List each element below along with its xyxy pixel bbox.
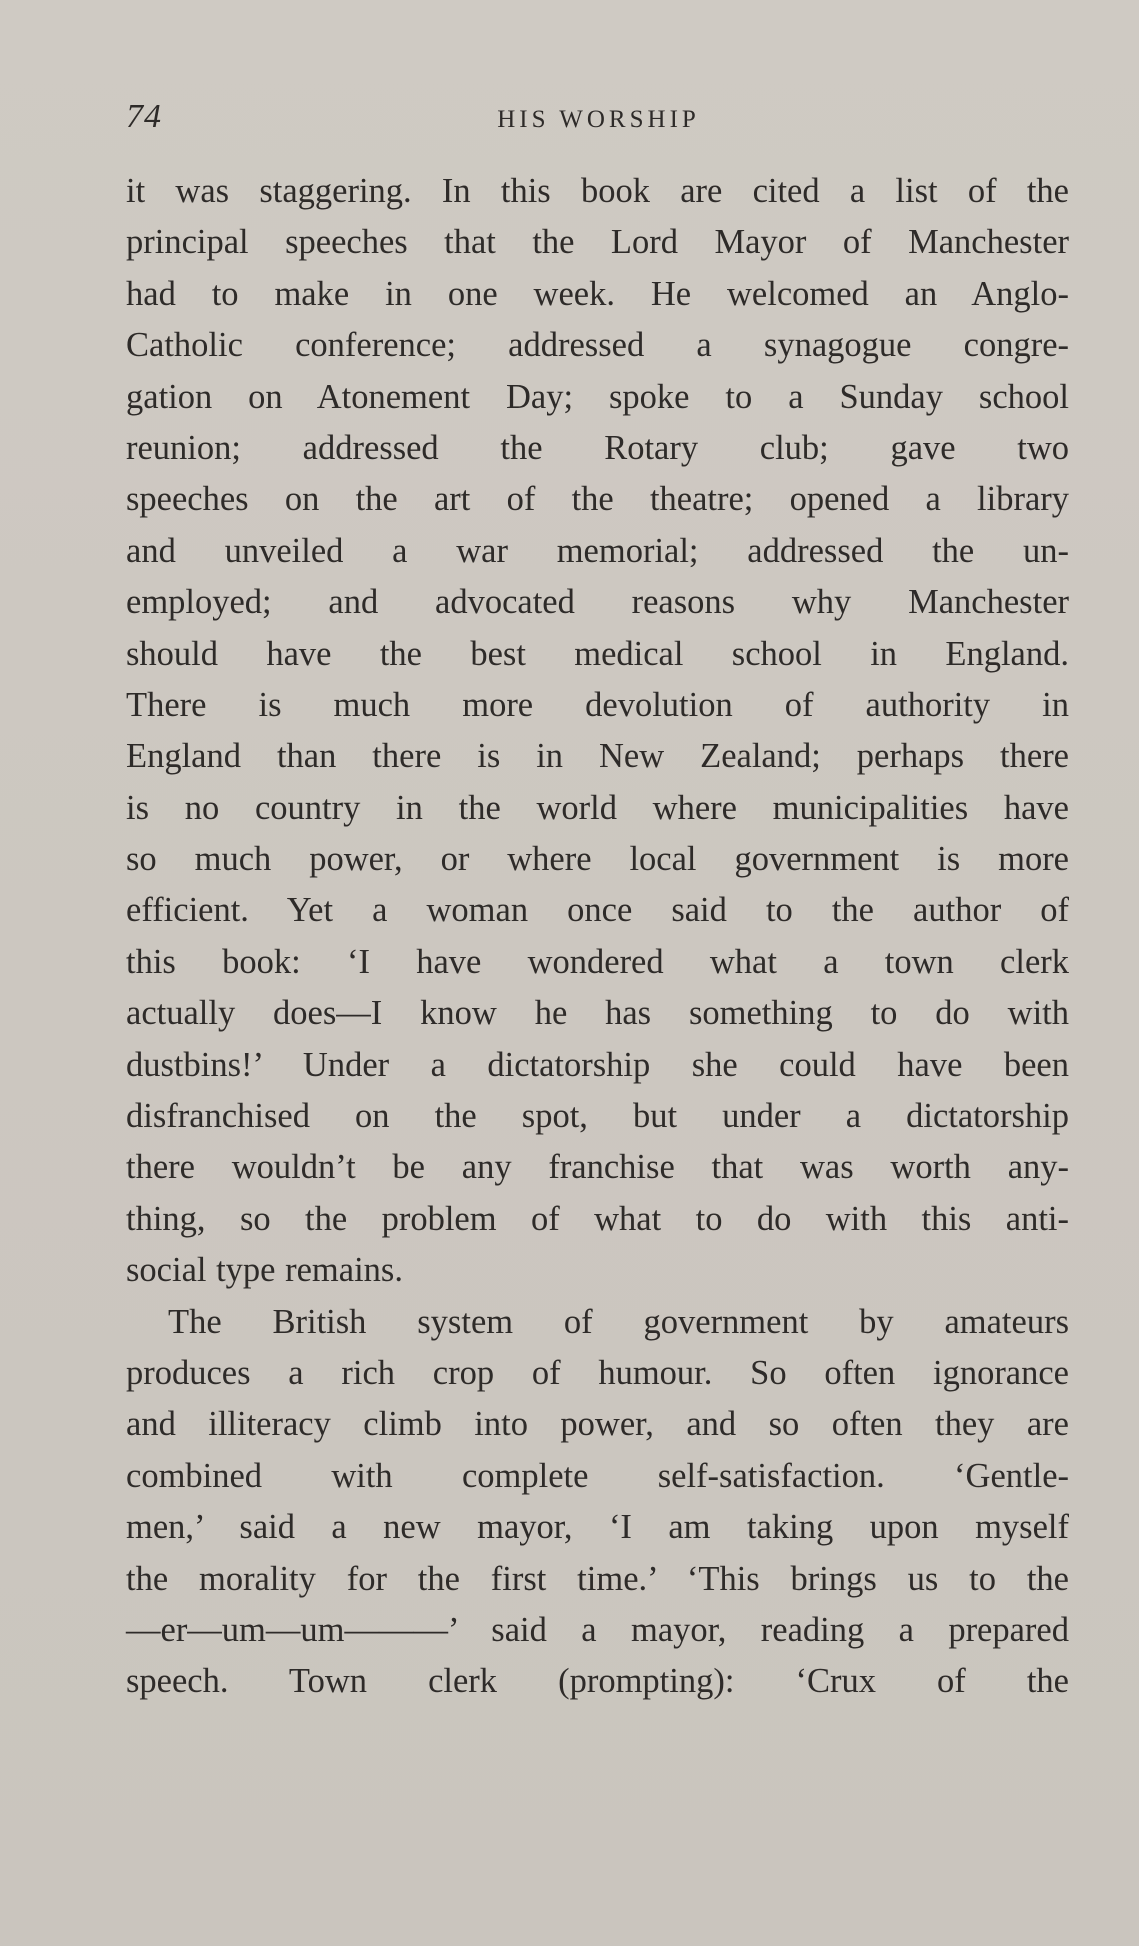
text-line: Catholic conference; addressed a synagogue congre- bbox=[126, 326, 1069, 365]
page-header bbox=[126, 98, 1071, 142]
text-line: so much power, or where local government is more bbox=[126, 840, 1069, 879]
text-line: There is much more devolution of authority in bbox=[126, 685, 1069, 724]
paragraph-end-line: social type remains. bbox=[126, 1251, 403, 1290]
text-line: speech. Town clerk (prompting): ‘Crux of the bbox=[126, 1662, 1069, 1701]
text-line: England than there is in New Zealand; perhaps there bbox=[126, 737, 1069, 776]
text-line: speeches on the art of the theatre; opened a library bbox=[126, 480, 1069, 519]
text-line: employed; and advocated reasons why Manchester bbox=[126, 583, 1069, 622]
body-text bbox=[126, 166, 1069, 1708]
text-line: actually does—I know he has something to do with bbox=[126, 994, 1069, 1033]
page-number: 74 bbox=[126, 98, 162, 135]
text-line: reunion; addressed the Rotary club; gave two bbox=[126, 428, 1069, 467]
text-line: produces a rich crop of humour. So often ignorance bbox=[126, 1353, 1069, 1392]
text-line: disfranchised on the spot, but under a dictatorship bbox=[126, 1097, 1069, 1136]
text-line: combined with complete self-satisfaction. ‘Gentle- bbox=[126, 1456, 1069, 1495]
text-line: this book: ‘I have wondered what a town clerk bbox=[126, 942, 1069, 981]
text-line: efficient. Yet a woman once said to the author of bbox=[126, 891, 1069, 930]
text-line: and illiteracy climb into power, and so often they are bbox=[126, 1405, 1069, 1444]
text-line: it was staggering. In this book are cited a list of the bbox=[126, 172, 1069, 210]
text-line: there wouldn’t be any franchise that was worth any- bbox=[126, 1148, 1069, 1187]
text-line: —er—um—um———’ said a mayor, reading a prepared bbox=[126, 1610, 1069, 1649]
text-line: the morality for the first time.’ ‘This brings us to the bbox=[126, 1559, 1069, 1598]
text-line: is no country in the world where municipalities have bbox=[126, 788, 1069, 827]
text-line: gation on Atonement Day; spoke to a Sunday school bbox=[126, 377, 1069, 416]
text-line: had to make in one week. He welcomed an Anglo- bbox=[126, 274, 1069, 313]
text-line: should have the best medical school in England. bbox=[126, 634, 1069, 673]
text-line: men,’ said a new mayor, ‘I am taking upon myself bbox=[126, 1508, 1069, 1547]
text-line: principal speeches that the Lord Mayor of Manchester bbox=[126, 223, 1069, 262]
paragraph-start-line: The British system of government by amateurs bbox=[168, 1302, 1069, 1341]
text-line: and unveiled a war memorial; addressed the un- bbox=[126, 531, 1069, 570]
running-title: HIS WORSHIP bbox=[497, 106, 700, 133]
text-line: thing, so the problem of what to do with this anti- bbox=[126, 1199, 1069, 1238]
text-line: dustbins!’ Under a dictatorship she could have been bbox=[126, 1045, 1069, 1084]
